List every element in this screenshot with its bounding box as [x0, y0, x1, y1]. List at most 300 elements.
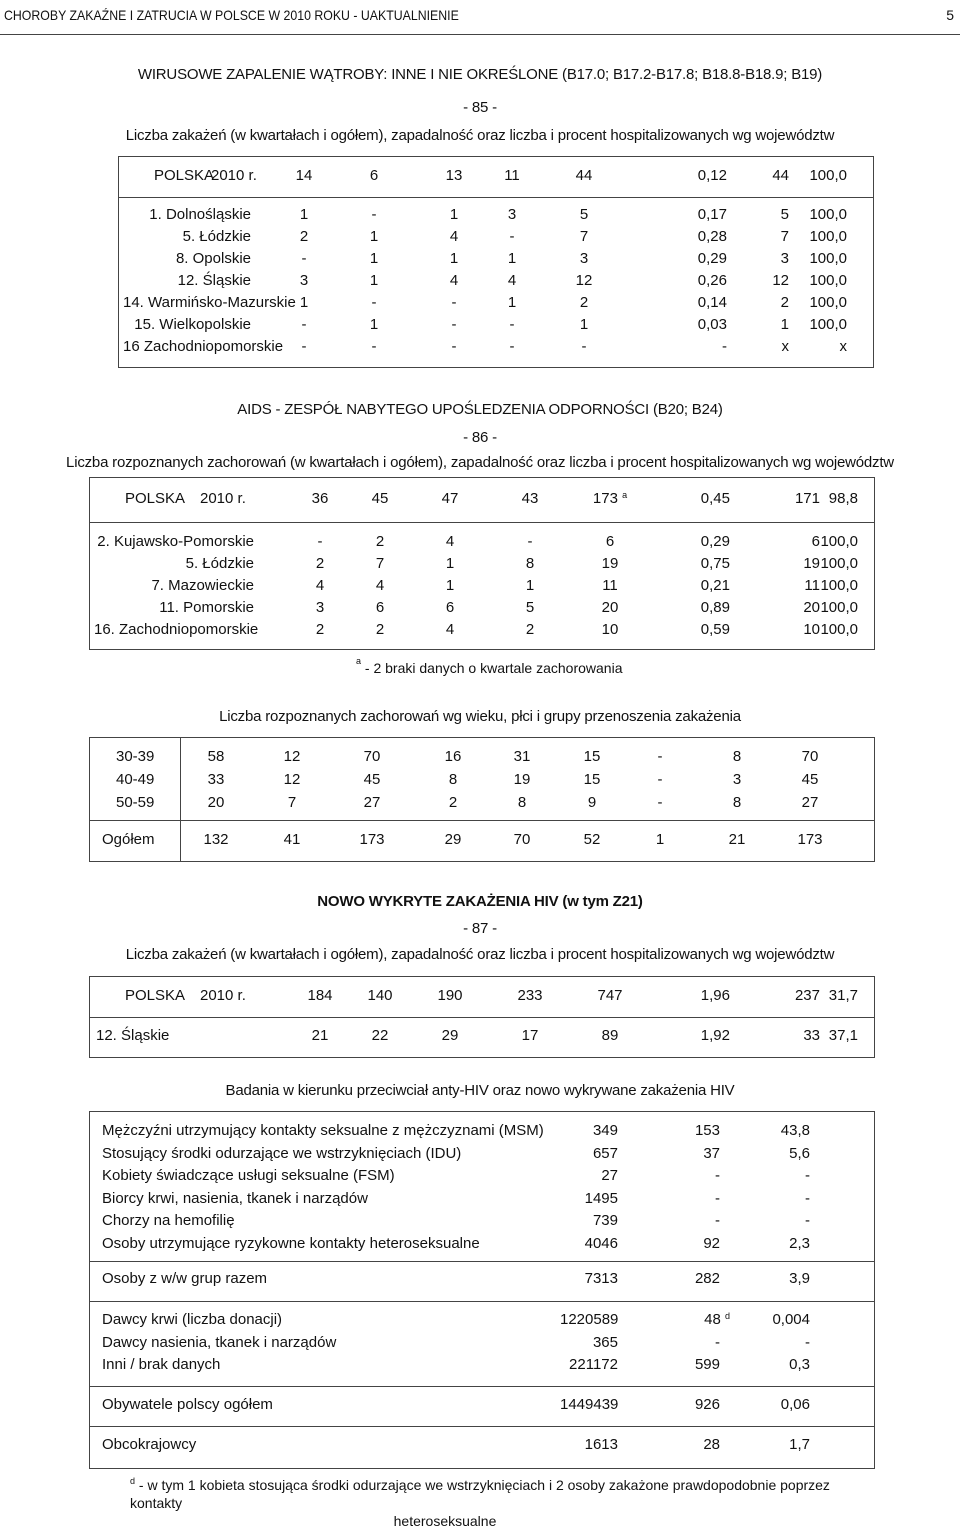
table-cell: -	[451, 294, 457, 311]
table-cell: -	[371, 294, 377, 311]
table-cell: 12	[772, 272, 789, 289]
table-cell: 7. Mazowieckie	[151, 577, 254, 594]
table-cell: 8	[517, 794, 527, 811]
table-cell: 3	[732, 771, 742, 788]
table-cell: 10	[601, 621, 619, 638]
table-cell: 132	[203, 831, 229, 848]
table-cell: 8	[732, 794, 742, 811]
table-cell: 100,0	[820, 577, 858, 594]
table-cell: 1495	[584, 1189, 618, 1207]
table-cell: 3	[780, 250, 789, 267]
footnote-mark: a	[356, 656, 362, 666]
footnote-d	[130, 1476, 850, 1530]
table-cell: 2010 r.	[200, 987, 246, 1004]
footnote-text: - 2 braki danych o kwartale zachorowania	[364, 660, 623, 676]
table-cell: Chorzy na hemofilię	[102, 1212, 235, 1230]
footnote-ref: a	[622, 490, 628, 500]
divider	[90, 1426, 874, 1427]
footnote-text: - w tym 1 kobieta stosująca środki odurzające we wstrzyknięciach i 2 osoby zakażone prawdopodobnie poprzez kontakty	[130, 1477, 830, 1511]
table-cell: 5,6	[789, 1144, 810, 1162]
table-cell: 8	[732, 748, 742, 765]
section-85-subtitle: Liczba zakażeń (w kwartałach i ogółem), zapadalność oraz liczba i procent hospitalizowanych wg województw	[125, 127, 835, 144]
table-cell: 3	[299, 272, 309, 289]
table-row	[90, 1120, 874, 1142]
table-cell: 4	[445, 621, 455, 638]
table-cell: 4	[449, 272, 459, 289]
table-cell: POLSKA	[154, 167, 215, 184]
table-cell: 70	[363, 748, 381, 765]
table-cell: -	[805, 1212, 810, 1230]
table-cell: 4	[375, 577, 385, 594]
table-cell: 1	[507, 250, 517, 267]
table-cell: 44	[772, 167, 789, 184]
table-cell: 27	[363, 794, 381, 811]
divider	[90, 1386, 874, 1387]
table-cell: 747	[597, 987, 623, 1004]
table-cell: Ogółem	[102, 831, 155, 848]
table-cell: Inni / brak danych	[102, 1356, 221, 1374]
table-cell: 1	[445, 577, 455, 594]
table-cell: 100,0	[809, 228, 847, 245]
table-cell: 20	[803, 599, 820, 616]
table-cell: 100,0	[809, 294, 847, 311]
table-cell: 12. Śląskie	[177, 272, 251, 289]
table-cell: 44	[575, 167, 593, 184]
table-cell: 0,89	[700, 599, 730, 616]
table-row	[90, 1188, 874, 1210]
table-cell: 48 $^d$	[704, 1311, 730, 1328]
table-cell: 29	[441, 1027, 459, 1044]
table-cell: 2. Kujawsko-Pomorskie	[97, 533, 254, 550]
table-cell: POLSKA	[125, 490, 186, 507]
table-row	[90, 575, 874, 597]
table-cell: 14	[295, 167, 313, 184]
table-cell: 5	[579, 206, 589, 223]
table-cell: -	[371, 338, 377, 355]
table-cell: 0,06	[780, 1396, 810, 1413]
table-cell: 7	[579, 228, 589, 245]
table-row	[90, 619, 874, 641]
section-85-title: WIRUSOWE ZAPALENIE WĄTROBY: INNE I NIE OKREŚLONE (B17.0; B17.2-B17.8; B18.8-B18.9; B19)	[137, 66, 823, 83]
table-cell: 2010 r.	[200, 490, 246, 507]
table-cell: 17	[521, 1027, 539, 1044]
table-cell: 2	[780, 294, 789, 311]
table-cell: 70	[801, 748, 819, 765]
table-cell: 349	[592, 1122, 618, 1139]
table-cell: 173	[359, 831, 385, 848]
table-cell: 36	[311, 490, 329, 507]
table-cell: -	[451, 316, 457, 333]
table-cell: x	[781, 338, 789, 355]
section-87-title: NOWO WYKRYTE ZAKAŻENIA HIV (w tym Z21)	[317, 893, 643, 910]
table-cell: 1	[369, 316, 379, 333]
table-cell: -	[657, 794, 663, 811]
table-row	[90, 1434, 874, 1456]
table-cell: 0,29	[700, 533, 730, 550]
page-number: 5	[946, 7, 954, 23]
table-cell: 5	[525, 599, 535, 616]
table-cell: 19	[601, 555, 619, 572]
table-cell: 2	[525, 621, 535, 638]
table-cell: 599	[694, 1356, 720, 1374]
table-cell: 11	[804, 577, 820, 594]
table-cell: -	[805, 1333, 810, 1351]
table-cell: 173	[797, 831, 823, 848]
table-cell: 0,004	[772, 1311, 810, 1328]
table-cell: 28	[703, 1436, 720, 1453]
table-86	[89, 477, 875, 650]
table-cell: 100,0	[820, 621, 858, 638]
table-row	[119, 336, 873, 358]
table-cell: 11. Pomorskie	[159, 599, 254, 616]
table-cell: -	[722, 338, 727, 355]
table-cell: 41	[283, 831, 301, 848]
table-cell: 153	[694, 1122, 720, 1139]
table-row	[119, 248, 873, 270]
table-cell: 10	[803, 621, 820, 638]
table-cell: 1. Dolnośląskie	[149, 206, 251, 223]
table-row	[90, 1354, 874, 1376]
table-cell: 6	[445, 599, 455, 616]
total-row-values	[90, 985, 874, 1007]
table-cell: 50-59	[116, 794, 155, 811]
table-cell: 70	[513, 831, 531, 848]
table-cell: 2	[448, 794, 458, 811]
table-cell: 0,12	[697, 167, 727, 184]
table-cell: 0,29	[697, 250, 727, 267]
table-cell: 100,0	[809, 206, 847, 223]
footnote-text-2: heteroseksualne	[393, 1513, 497, 1529]
table-cell: 6	[811, 533, 820, 550]
table-cell: 2,3	[789, 1235, 810, 1252]
table-cell: 37,1	[828, 1027, 858, 1044]
table-cell: 0,26	[697, 272, 727, 289]
table-row	[90, 1233, 874, 1255]
table-cell: 13	[445, 167, 463, 184]
table-cell: 0,59	[700, 621, 730, 638]
table-cell: 15	[583, 771, 601, 788]
table-cell: -	[371, 206, 377, 223]
table-cell: 92	[703, 1235, 720, 1252]
table-cell: 15	[583, 748, 601, 765]
table-cell: Mężczyźni utrzymujący kontakty seksualne z mężczyznami (MSM)	[102, 1122, 544, 1139]
table-cell: 1	[369, 250, 379, 267]
table-cell: 100,0	[820, 599, 858, 616]
table-cell: 221172	[569, 1356, 618, 1374]
table-cell: 7313	[584, 1270, 618, 1287]
table-cell: 1	[449, 206, 459, 223]
table-cell: 171	[794, 490, 820, 507]
table-cell: Osoby utrzymujące ryzykowne kontakty heteroseksualne	[102, 1235, 480, 1252]
table-cell: 7	[375, 555, 385, 572]
table-cell: 3	[579, 250, 589, 267]
table-cell: 657	[592, 1144, 618, 1162]
table-cell: 2010 r.	[211, 167, 257, 184]
table-cell: 40-49	[116, 771, 155, 788]
table-cell: -	[301, 250, 307, 267]
table-cell: -	[715, 1167, 720, 1185]
footnote-a	[356, 656, 623, 676]
table-cell: 0,14	[697, 294, 727, 311]
table-cell: 2	[375, 621, 385, 638]
table-87	[89, 976, 875, 1058]
table-cell: 21	[311, 1027, 329, 1044]
section-85-number: - 85 -	[463, 99, 497, 116]
table-cell: 19	[803, 555, 820, 572]
table-cell: -	[509, 316, 515, 333]
table-cell: 19	[513, 771, 531, 788]
table-cell: 43,8	[780, 1122, 810, 1139]
table-row	[90, 1332, 874, 1354]
table-cell: 98,8	[828, 490, 858, 507]
table-cell: 3	[507, 206, 517, 223]
table-cell: 1	[780, 316, 789, 333]
table-cell: 5	[780, 206, 789, 223]
table-cell: 12	[283, 771, 301, 788]
table-row	[90, 1165, 874, 1187]
table-cell: 1220589	[560, 1311, 619, 1328]
tests-table	[89, 1111, 875, 1469]
table-cell: -	[715, 1212, 720, 1230]
table-cell: 4	[445, 533, 455, 550]
table-cell: Stosujący środki odurzające we wstrzyknięciach (IDU)	[102, 1144, 462, 1162]
table-cell: 1613	[584, 1436, 618, 1453]
table-cell: 22	[371, 1027, 389, 1044]
table-cell: 365	[592, 1333, 618, 1351]
table-cell: Dawcy krwi (liczba donacji)	[102, 1311, 283, 1328]
total-row-values	[90, 488, 874, 510]
table-cell: 100,0	[809, 272, 847, 289]
table-cell: 12	[283, 748, 301, 765]
table-cell: 2	[579, 294, 589, 311]
table-row	[90, 1268, 874, 1290]
table-cell: 926	[694, 1396, 720, 1413]
table-cell: Kobiety świadczące usługi seksualne (FSM)	[102, 1167, 395, 1185]
table-cell: 233	[517, 987, 543, 1004]
table-cell: 100,0	[809, 167, 847, 184]
table-cell: 89	[601, 1027, 619, 1044]
table-cell: Biorcy krwi, nasienia, tkanek i narządów	[102, 1189, 368, 1207]
table-cell: 0,17	[697, 206, 727, 223]
table-row	[90, 1025, 874, 1047]
table-cell: 9	[587, 794, 597, 811]
table-row	[119, 292, 873, 314]
table-cell: 8. Opolskie	[175, 250, 251, 267]
table-cell: 12. Śląskie	[96, 1027, 170, 1044]
table-cell: 173 $^a$	[592, 490, 628, 507]
table-cell: 20	[207, 794, 225, 811]
table-cell: 16. Zachodniopomorskie	[94, 621, 259, 638]
section-86-subtitle: Liczba rozpoznanych zachorowań (w kwartałach i ogółem), zapadalność oraz liczba i procent hospitalizowanych wg województw	[66, 454, 894, 471]
table-cell: 20	[601, 599, 619, 616]
table-cell: 58	[207, 748, 225, 765]
table-cell: 3	[315, 599, 325, 616]
table-cell: 1	[299, 294, 309, 311]
table-cell: 27	[601, 1167, 618, 1185]
table-row	[119, 204, 873, 226]
table-cell: 0,03	[697, 316, 727, 333]
table-cell: 43	[521, 490, 539, 507]
table-cell: 29	[444, 831, 462, 848]
table-cell: 4	[507, 272, 517, 289]
table-cell: 0,3	[789, 1356, 810, 1374]
section-86-title: AIDS - ZESPÓŁ NABYTEGO UPOŚLEDZENIA ODPORNOŚCI (B20; B24)	[237, 401, 723, 418]
table-cell: -	[509, 338, 515, 355]
table-cell: 45	[371, 490, 389, 507]
divider	[90, 1301, 874, 1302]
table-cell: 140	[367, 987, 393, 1004]
table-cell: 27	[801, 794, 819, 811]
section-87-subtitle: Liczba zakażeń (w kwartałach i ogółem), zapadalność oraz liczba i procent hospitalizowanych wg województw	[125, 946, 835, 963]
table-cell: 1,7	[789, 1436, 810, 1453]
table-cell: 1	[507, 294, 517, 311]
table-cell: 16 Zachodniopomorskie	[123, 338, 284, 355]
table-cell: 1449439	[560, 1396, 619, 1413]
table-cell: 282	[694, 1270, 720, 1287]
table-cell: 100,0	[820, 555, 858, 572]
table-cell: 0,75	[700, 555, 730, 572]
table-cell: 6	[369, 167, 379, 184]
table-cell: -	[657, 748, 663, 765]
table-cell: -	[657, 771, 663, 788]
total-row	[90, 829, 874, 851]
table-cell: 2	[315, 621, 325, 638]
section-87-number: - 87 -	[463, 920, 497, 937]
table-row	[90, 792, 874, 814]
table-cell: 1	[369, 228, 379, 245]
table-cell: 1,92	[700, 1027, 730, 1044]
table-cell: 37	[703, 1144, 720, 1162]
table-cell: 33	[207, 771, 225, 788]
table-cell: 12	[575, 272, 593, 289]
table-cell: -	[715, 1189, 720, 1207]
table-cell: 14. Warmińsko-Mazurskie	[123, 294, 296, 311]
table-cell: 1	[369, 272, 379, 289]
table-cell: 1	[525, 577, 535, 594]
table-cell: 1	[299, 206, 309, 223]
table-cell: -	[527, 533, 533, 550]
table-cell: 6	[605, 533, 615, 550]
table-cell: 7	[780, 228, 789, 245]
table-cell: 16	[444, 748, 462, 765]
table-cell: 1	[579, 316, 589, 333]
total-row-values	[119, 165, 873, 187]
table-cell: 2	[315, 555, 325, 572]
table-cell: 237	[794, 987, 820, 1004]
table-cell: -	[805, 1167, 810, 1185]
table-cell: Obcokrajowcy	[102, 1436, 197, 1453]
table-cell: 45	[801, 771, 819, 788]
table-cell: 1	[655, 831, 665, 848]
table-cell: 6	[375, 599, 385, 616]
table-cell: 0,45	[700, 490, 730, 507]
divider	[90, 1261, 874, 1262]
table-cell: 30-39	[116, 748, 155, 765]
section-86-number: - 86 -	[463, 429, 497, 446]
table-cell: x	[839, 338, 847, 355]
table-cell: 2	[375, 533, 385, 550]
table-cell: 31,7	[828, 987, 858, 1004]
table-cell: 0,21	[700, 577, 730, 594]
table-cell: 4	[449, 228, 459, 245]
table-cell: Dawcy nasienia, tkanek i narządów	[102, 1333, 337, 1351]
table-row	[90, 597, 874, 619]
table-cell: 100,0	[820, 533, 858, 550]
table-row	[90, 746, 874, 768]
table-cell: 52	[583, 831, 601, 848]
table-cell: 5. Łódzkie	[182, 228, 251, 245]
table-row	[90, 769, 874, 791]
table-cell: -	[805, 1189, 810, 1207]
table-row	[90, 1394, 874, 1416]
table-cell: 11	[602, 577, 618, 594]
table-cell: 1,96	[700, 987, 730, 1004]
table-row	[90, 1309, 874, 1331]
table-cell: -	[715, 1333, 720, 1351]
table-cell: Obywatele polscy ogółem	[102, 1396, 273, 1413]
table-cell: 4046	[584, 1235, 618, 1252]
table-cell: 1	[445, 555, 455, 572]
table-cell: Osoby z w/w grup razem	[102, 1270, 268, 1287]
table-cell: 31	[513, 748, 531, 765]
table-cell: 739	[592, 1212, 618, 1230]
table-cell: 15. Wielkopolskie	[134, 316, 251, 333]
table-row	[119, 226, 873, 248]
table-cell: 100,0	[809, 316, 847, 333]
table-row	[90, 531, 874, 553]
table-cell: -	[509, 228, 515, 245]
running-title: CHOROBY ZAKAŹNE I ZATRUCIA W POLSCE W 2010 ROKU - UAKTUALNIENIE	[4, 7, 459, 23]
page-header	[0, 0, 960, 35]
table-cell: 45	[363, 771, 381, 788]
footnote-mark: d	[130, 1476, 136, 1486]
table-cell: 184	[307, 987, 333, 1004]
table-cell: 1	[449, 250, 459, 267]
footnote-ref: d	[724, 1311, 730, 1321]
table-cell: 0,28	[697, 228, 727, 245]
table-cell: 7	[287, 794, 297, 811]
table-cell: 100,0	[809, 250, 847, 267]
table-cell: 3,9	[789, 1270, 810, 1287]
table-cell: POLSKA	[125, 987, 186, 1004]
table-cell: 21	[728, 831, 746, 848]
table-row	[119, 270, 873, 292]
table-cell: 8	[448, 771, 458, 788]
tests-title: Badania w kierunku przeciwciał anty-HIV oraz nowo wykrywane zakażenia HIV	[225, 1082, 735, 1099]
table-cell: 2	[299, 228, 309, 245]
table-cell: 33	[803, 1027, 820, 1044]
table-row	[90, 1143, 874, 1165]
table-cell: -	[317, 533, 323, 550]
table-cell: -	[581, 338, 587, 355]
table-cell: 5. Łódzkie	[185, 555, 254, 572]
age-table-title: Liczba rozpoznanych zachorowań wg wieku, płci i grupy przenoszenia zakażenia	[219, 708, 741, 725]
table-row	[90, 553, 874, 575]
table-cell: 190	[437, 987, 463, 1004]
table-cell: 11	[504, 167, 520, 184]
table-85	[118, 156, 874, 368]
table-cell: -	[451, 338, 457, 355]
table-row	[119, 314, 873, 336]
table-cell: 8	[525, 555, 535, 572]
table-cell: -	[301, 338, 307, 355]
table-cell: 4	[315, 577, 325, 594]
divider	[90, 820, 874, 821]
age-table	[89, 737, 875, 862]
table-cell: -	[301, 316, 307, 333]
table-cell: 47	[441, 490, 459, 507]
table-row	[90, 1210, 874, 1232]
